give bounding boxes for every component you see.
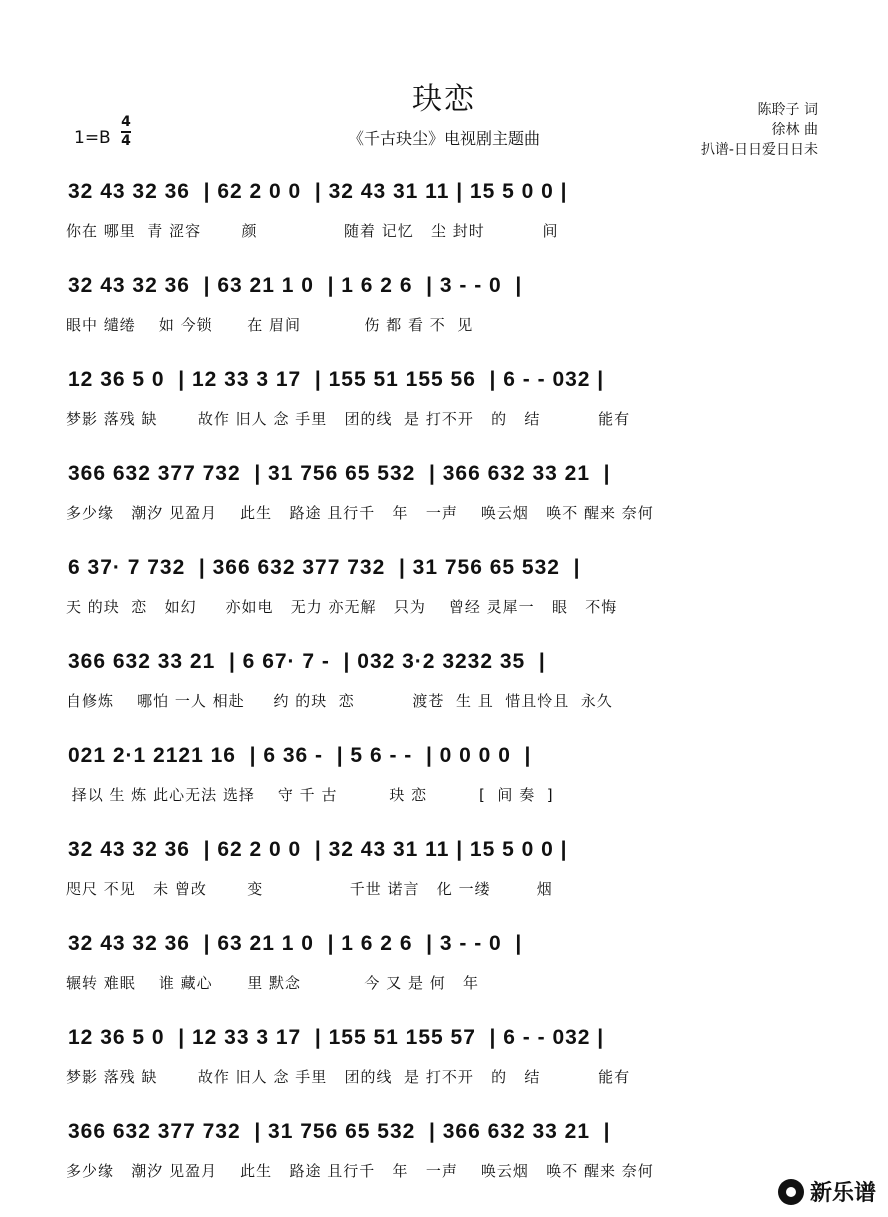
lyrics-line: 咫尺 不见 未 曾改 变 千世 诺言 化 一缕 烟 (66, 880, 553, 898)
key-signature: 1=B (74, 128, 111, 148)
notes-line: 366 632 377 732 | 31 756 65 532 | 366 632 33 21 | (68, 1120, 611, 1143)
record-icon (778, 1179, 804, 1205)
system-7 (60, 744, 830, 824)
meter-top: 4 (121, 114, 131, 130)
notes-line: 6 37· 7 732 | 366 632 377 732 | 31 756 65 532 | (68, 556, 581, 579)
notes-line: 32 43 32 36 | 63 21 1 0 | 1 6 2 6 | 3 - - 0 | (68, 274, 523, 297)
logo-text: 新乐谱 (809, 1181, 876, 1206)
notes-line: 32 43 32 36 | 62 2 0 0 | 32 43 31 11 | 15 5 0 0 | (68, 838, 568, 861)
system-9 (60, 932, 830, 1012)
song-subtitle: 《千古玦尘》电视剧主题曲 (347, 129, 540, 148)
lyrics-line: 择以 生 炼 此心无法 选择 守 千 古 玦 恋 [ 间 奏 ] (66, 786, 554, 804)
notes-line: 021 2·1 2121 16 | 6 36 - | 5 6 - - | 0 0 0 0 | (68, 744, 532, 767)
notes-line: 32 43 32 36 | 63 21 1 0 | 1 6 2 6 | 3 - - 0 | (68, 932, 523, 955)
lyrics-line: 多少缘 潮汐 见盈月 此生 路途 且行千 年 一声 唤云烟 唤不 醒来 奈何 (66, 504, 654, 522)
notes-line: 12 36 5 0 | 12 33 3 17 | 155 51 155 57 | 6 - - 032 | (68, 1026, 605, 1049)
system-10 (60, 1026, 830, 1106)
notes-line: 12 36 5 0 | 12 33 3 17 | 155 51 155 56 | 6 - - 032 | (68, 368, 605, 391)
lyrics-line: 自修炼 哪怕 一人 相赴 约 的玦 恋 渡苍 生 且 惜且怜且 永久 (66, 692, 613, 710)
lyrics-line: 多少缘 潮汐 见盈月 此生 路途 且行千 年 一声 唤云烟 唤不 醒来 奈何 (66, 1162, 654, 1180)
system-1 (60, 180, 830, 260)
system-5 (60, 556, 830, 636)
system-6 (60, 650, 830, 730)
site-logo (778, 1176, 876, 1207)
system-11 (60, 1120, 830, 1200)
song-title: 玦恋 (412, 82, 476, 117)
lyricist: 陈聆子 词 (757, 102, 818, 118)
system-8 (60, 838, 830, 918)
lyrics-line: 梦影 落残 缺 故作 旧人 念 手里 团的线 是 打不开 的 结 能有 (66, 410, 631, 428)
lyrics-line: 辗转 难眠 谁 藏心 里 默念 今 又 是 何 年 (66, 974, 480, 992)
credits (701, 100, 818, 160)
system-3 (60, 368, 830, 448)
lyrics-line: 你在 哪里 青 涩容 颜 随着 记忆 尘 封时 间 (66, 222, 559, 240)
lyrics-line: 梦影 落残 缺 故作 旧人 念 手里 团的线 是 打不开 的 结 能有 (66, 1068, 631, 1086)
lyrics-line: 眼中 缱绻 如 今锁 在 眉间 伤 都 看 不 见 (66, 316, 474, 334)
notes-line: 32 43 32 36 | 62 2 0 0 | 32 43 31 11 | 15 5 0 0 | (68, 180, 568, 203)
meter-bottom: 4 (121, 133, 131, 149)
transcriber: 扒谱-日日爱日日未 (700, 142, 818, 158)
system-2 (60, 274, 830, 354)
lyrics-line: 天 的玦 恋 如幻 亦如电 无力 亦无解 只为 曾经 灵犀一 眼 不悔 (66, 598, 618, 616)
notes-line: 366 632 377 732 | 31 756 65 532 | 366 632 33 21 | (68, 462, 611, 485)
notes-line: 366 632 33 21 | 6 67· 7 - | 032 3·2 3232 35 | (68, 650, 546, 673)
system-4 (60, 462, 830, 542)
composer: 徐林 曲 (771, 122, 818, 138)
